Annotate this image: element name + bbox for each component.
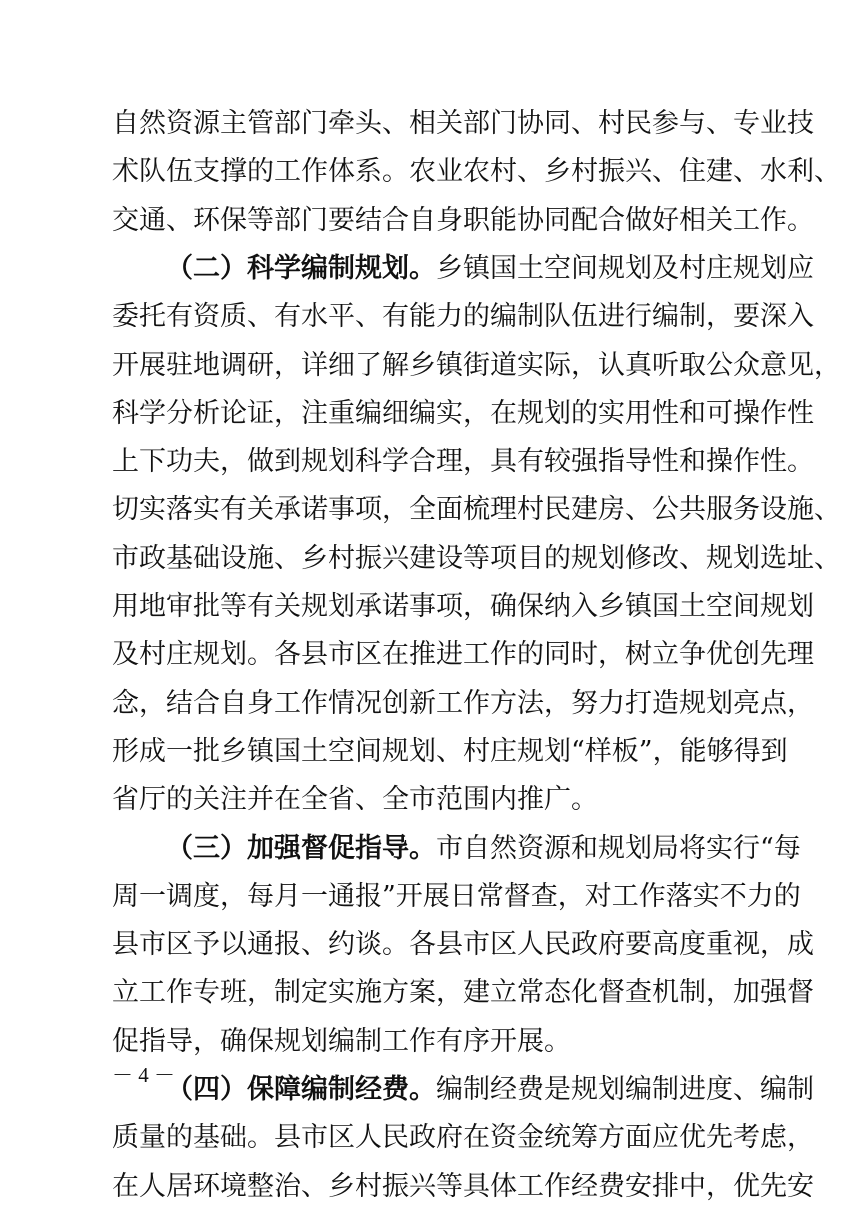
body-text-line: 市政基础设施、乡村振兴建设等项目的规划修改、规划选址、 xyxy=(112,542,841,574)
body-text-line: 上下功夫，做到规划科学合理，具有较强指导性和操作性。 xyxy=(112,446,814,478)
body-text-line: 立工作专班，制定实施方案，建立常态化督查机制，加强督 xyxy=(112,977,814,1009)
section-heading: （三）加强督促指导。 xyxy=(166,832,436,864)
body-text-line: 省厅的关注并在全省、全市范围内推广。 xyxy=(112,784,598,816)
page-number: － 4 － xyxy=(112,1063,175,1087)
body-text: 编制经费是规划编制进度、编制 xyxy=(436,1074,814,1105)
body-text-line: 促指导，确保规划编制工作有序开展。 xyxy=(112,1025,571,1057)
body-text-line: 交通、环保等部门要结合自身职能协同配合做好相关工作。 xyxy=(112,204,814,236)
paragraph-first-line xyxy=(166,827,801,871)
paragraph-first-line xyxy=(166,247,814,291)
body-text-line: 及村庄规划。各县市区在推进工作的同时，树立争优创先理 xyxy=(112,639,814,671)
body-text-line: 开展驻地调研，详细了解乡镇街道实际，认真听取公众意见， xyxy=(112,349,841,381)
body-text: 市自然资源和规划局将实行“每 xyxy=(436,832,801,864)
body-text-line: 形成一批乡镇国土空间规划、村庄规划“样板”，能够得到 xyxy=(112,735,788,767)
body-text-line: 自然资源主管部门牵头、相关部门协同、村民参与、专业技 xyxy=(112,108,814,139)
body-text-line: 县市区予以通报、约谈。各县市区人民政府要高度重视，成 xyxy=(112,929,814,961)
body-text-line: 周一调度，每月一通报”开展日常督查，对工作落实不力的 xyxy=(112,880,801,912)
body-text: 乡镇国土空间规划及村庄规划应 xyxy=(436,252,814,284)
section-heading: （四）保障编制经费。 xyxy=(166,1074,436,1105)
body-text-line: 科学分析论证，注重编细编实，在规划的实用性和可操作性 xyxy=(112,397,814,429)
body-text-line: 念，结合自身工作情况创新工作方法，努力打造规划亮点， xyxy=(112,687,814,719)
body-text-line: 质量的基础。县市区人民政府在资金统筹方面应优先考虑， xyxy=(112,1122,814,1154)
body-text-line: 用地审批等有关规划承诺事项，确保纳入乡镇国土空间规划 xyxy=(112,591,814,622)
body-text-line: 在人居环境整治、乡村振兴等具体工作经费安排中，优先安 xyxy=(112,1170,814,1202)
paragraph-first-line xyxy=(166,1068,814,1112)
body-text-line: 切实落实有关承诺事项，全面梳理村民建房、公共服务设施、 xyxy=(112,494,841,526)
body-text-line: 术队伍支撑的工作体系。农业农村、乡村振兴、住建、水利、 xyxy=(112,156,841,188)
section-heading: （二）科学编制规划。 xyxy=(166,252,436,284)
body-text-line: 委托有资质、有水平、有能力的编制队伍进行编制，要深入 xyxy=(112,301,814,333)
